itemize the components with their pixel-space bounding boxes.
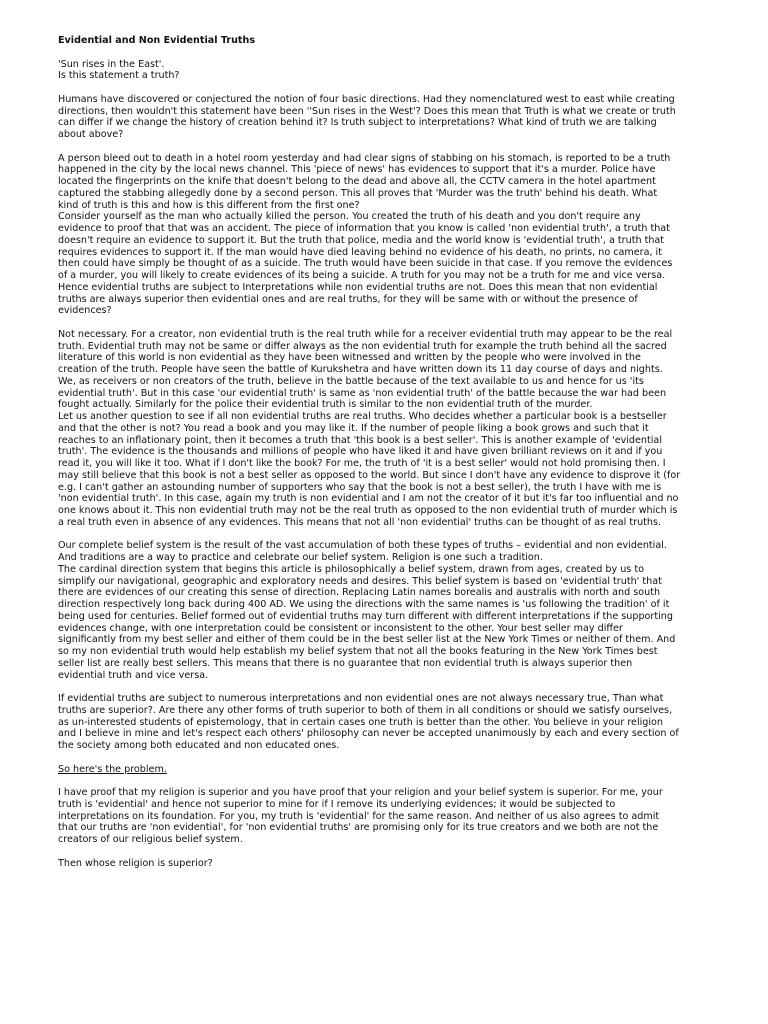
text-line: simplify our navigational, geographic and exploratory needs and desires. This belief system is based on 'evidential truth' that xyxy=(58,575,662,587)
text-line: If evidential truths are subject to numerous interpretations and non evidential ones are not always necessary true, Than what xyxy=(58,693,664,704)
text-line: reaches to an inflationary point, then it becomes a truth that 'this book is a best seller'. This is another example of 'evidential xyxy=(58,434,662,446)
text-line: A person bleed out to death in a hotel room yesterday and had clear signs of stabbing on his stomach, is reported to be a truth xyxy=(58,152,671,164)
text-line: captured the stabbing allegedly done by a second person. This all proves that 'Murder was the truth' behind his death. What xyxy=(58,187,658,199)
text-line: happened in the city by the local news channel. This 'piece of news' has evidences to support that it's a murder. Police have xyxy=(58,164,656,176)
text-line: and that the other is not? You read a book and you may like it. If the number of people liking a book grows and such that it xyxy=(58,422,649,434)
text-line: one knows about it. This non evidential truth may not be the real truth as opposed to the non evidential truth of murder which is xyxy=(58,505,678,516)
text-line: creators of our religious belief system. xyxy=(58,834,243,845)
text-line: direction respectively long back during 400 AD. We using the directions with the same names is 'us following the tradition' of it xyxy=(58,599,670,610)
text-line: So here's the problem. xyxy=(58,763,167,775)
text-line: The cardinal direction system that begins this article is philosophically a belief system, drawn from ages, created by us to xyxy=(58,563,644,575)
text-line: significantly from my best seller and either of them could be in the best seller list at the New York Times or neither of them. And xyxy=(58,634,676,646)
text-line: as un-interested students of epistemology, that in certain cases one truth is better than the other. You believe in your religion xyxy=(58,716,663,728)
text-line: may still believe that this book is not a best seller as opposed to the world. But since I don't have any evidence to disprove it (for xyxy=(58,469,681,481)
text-line: Let us another question to see if all non evidential truths are real truths. Who decides whether a particular book is a bestseller xyxy=(58,411,667,422)
text-line: evidences? xyxy=(58,305,112,317)
section-heading xyxy=(58,764,718,776)
text-line: creation of the truth. People have seen the battle of Kurukshetra and have written down its 11 day course of days and nights. xyxy=(58,364,663,375)
text-line: doesn't require an evidence to support it. But the truth that police, media and the world know is 'evidential truth', a truth that xyxy=(58,234,665,246)
text-line: e.g. I can't gather an astounding number of supporters who say that the book is not a best seller), the truth I have with me is xyxy=(58,481,662,493)
text-line: evidential truth and vice versa. xyxy=(58,669,209,681)
paragraph xyxy=(58,540,718,564)
paragraph xyxy=(58,211,718,317)
paragraph xyxy=(58,787,718,846)
text-line: fought actually. Similarly for the police their evidential truth is similar to the non evidential truth of the murder. xyxy=(58,399,593,411)
text-line: Is this statement a truth? xyxy=(58,70,180,82)
text-line: truth'. The evidence is the thousands and millions of people who have liked it and have given brilliant reviews on it and if you xyxy=(58,446,663,458)
paragraph xyxy=(58,329,718,411)
text-line: and I believe in mine and let's respect each others' philosophy can never be accepted unanimously by each and every section of xyxy=(58,728,679,740)
text-line: truths are superior?. Are there any other forms of truth superior to both of them in all conditions or should we satisfy ourselves, xyxy=(58,704,673,716)
text-line: read it, you will like it too. What if I don't like the book? For me, the truth of 'it is a best seller' would not hold promising then. I xyxy=(58,458,666,469)
text-line: truth. Evidential truth may not be same or differ always as the non evidential truth for example the truth behind all the sacred xyxy=(58,340,667,352)
document-title: Evidential and Non Evidential Truths xyxy=(58,35,256,46)
paragraph xyxy=(58,858,718,870)
text-line: Then whose religion is superior? xyxy=(58,857,213,869)
text-line: a real truth even in absence of any evidences. This means that not all 'non evidential' truths can be thought of as real truths. xyxy=(58,516,662,528)
text-line: I have proof that my religion is superior and you have proof that your religion and your belief system is superior. For me, your xyxy=(58,787,663,798)
text-line: requires evidences to support it. If the man would have died leaving behind no evidence of his death, no prints, no camera, it xyxy=(58,246,662,258)
text-line: the society among both educated and non educated ones. xyxy=(58,740,340,751)
text-line: evidential truth'. But in this case 'our evidential truth' is same as 'non evidential truth' of the battle because the war had been xyxy=(58,387,667,399)
paragraph xyxy=(58,94,718,141)
text-line: located the fingerprints on the knife that doesn't belong to the dead and above all, the CCTV camera in the hotel apartment xyxy=(58,176,656,187)
text-line: 'Sun rises in the East'. xyxy=(58,58,165,70)
text-line: that our truths are 'non evidential', for 'non evidential truths' are promising only for its true creators and we both are not the xyxy=(58,822,659,834)
text-line: 'non evidential truth'. In this case, again my truth is non evidential and I am not the creator of it but it's far too influential and no xyxy=(58,493,679,505)
paragraph xyxy=(58,411,718,529)
document-body xyxy=(58,59,718,870)
text-line: about above? xyxy=(58,129,124,140)
paragraph xyxy=(58,693,718,752)
text-line: Not necessary. For a creator, non evidential truth is the real truth while for a receiver evidential truth may appear to be the real xyxy=(58,328,673,340)
text-line: kind of truth is this and how is this different from the first one? xyxy=(58,199,360,211)
text-line: evidences change, with one interpretation could be consistent or inconsistent to the other. Your best seller may differ xyxy=(58,622,623,634)
text-line: directions, then wouldn't this statement have been ''Sun rises in the West'? Does this mean that Truth is what we create or truth xyxy=(58,105,676,117)
text-line: truth is 'evidential' and hence not superior to mine for if I remove its underlying evidences; it would be subjected to xyxy=(58,798,616,810)
text-line: We, as receivers or non creators of the truth, believe in the battle because of the text available to us and hence for us 'its xyxy=(58,375,644,387)
text-line: seller list are really best sellers. This means that there is no guarantee that non evidential truth is always superior then xyxy=(58,657,633,669)
text-line: then could have simply be thought of as a suicide. The truth would have been suicide in that case. If you remove the evidences xyxy=(58,258,673,270)
text-line: truths are always superior then evidential ones and are real truths, for they will be same with or without the presence of xyxy=(58,293,638,305)
text-line: interpretations on its foundation. For you, my truth is 'evidential' for the same reason. And neither of us also agrees to admit xyxy=(58,810,660,822)
text-line: so my non evidential truth would help establish my belief system that not all the books featuring in the New York Times best xyxy=(58,646,658,657)
text-line: And traditions are a way to practice and celebrate our belief system. Religion is one such a tradition. xyxy=(58,552,543,563)
text-line: Hence evidential truths are subject to Interpretations while non evidential truths are not. Does this mean that non evidential xyxy=(58,281,658,293)
text-line: evidence to proof that that was an accident. The piece of information that you know is called 'non evidential truth', a truth that xyxy=(58,223,670,234)
text-line: of a murder, you will likely to create evidences of its being a suicide. A truth for you may not be a truth for me and vice versa. xyxy=(58,270,666,281)
text-line: literature of this world is non evidential as they have been witnessed and written by the people who were involved in the xyxy=(58,352,641,364)
paragraph xyxy=(58,153,718,212)
paragraph xyxy=(58,59,718,83)
text-line: being used for centuries. Belief formed out of evidential truths may turn different with different interpretations if the supporting xyxy=(58,610,673,622)
text-line: there are evidences of our creating this sense of direction. Replacing Latin names borealis and australis with north and south xyxy=(58,587,661,599)
text-line: Humans have discovered or conjectured the notion of four basic directions. Had they nomenclatured west to east while creating xyxy=(58,93,675,105)
text-line: can differ if we change the history of creation behind it? Is truth subject to interpretations? What kind of truth we are talking xyxy=(58,117,657,129)
paragraph xyxy=(58,564,718,682)
text-line: Consider yourself as the man who actually killed the person. You created the truth of his death and you don't require any xyxy=(58,211,641,223)
text-line: Our complete belief system is the result of the vast accumulation of both these types of truths – evidential and non evidential. xyxy=(58,540,667,552)
